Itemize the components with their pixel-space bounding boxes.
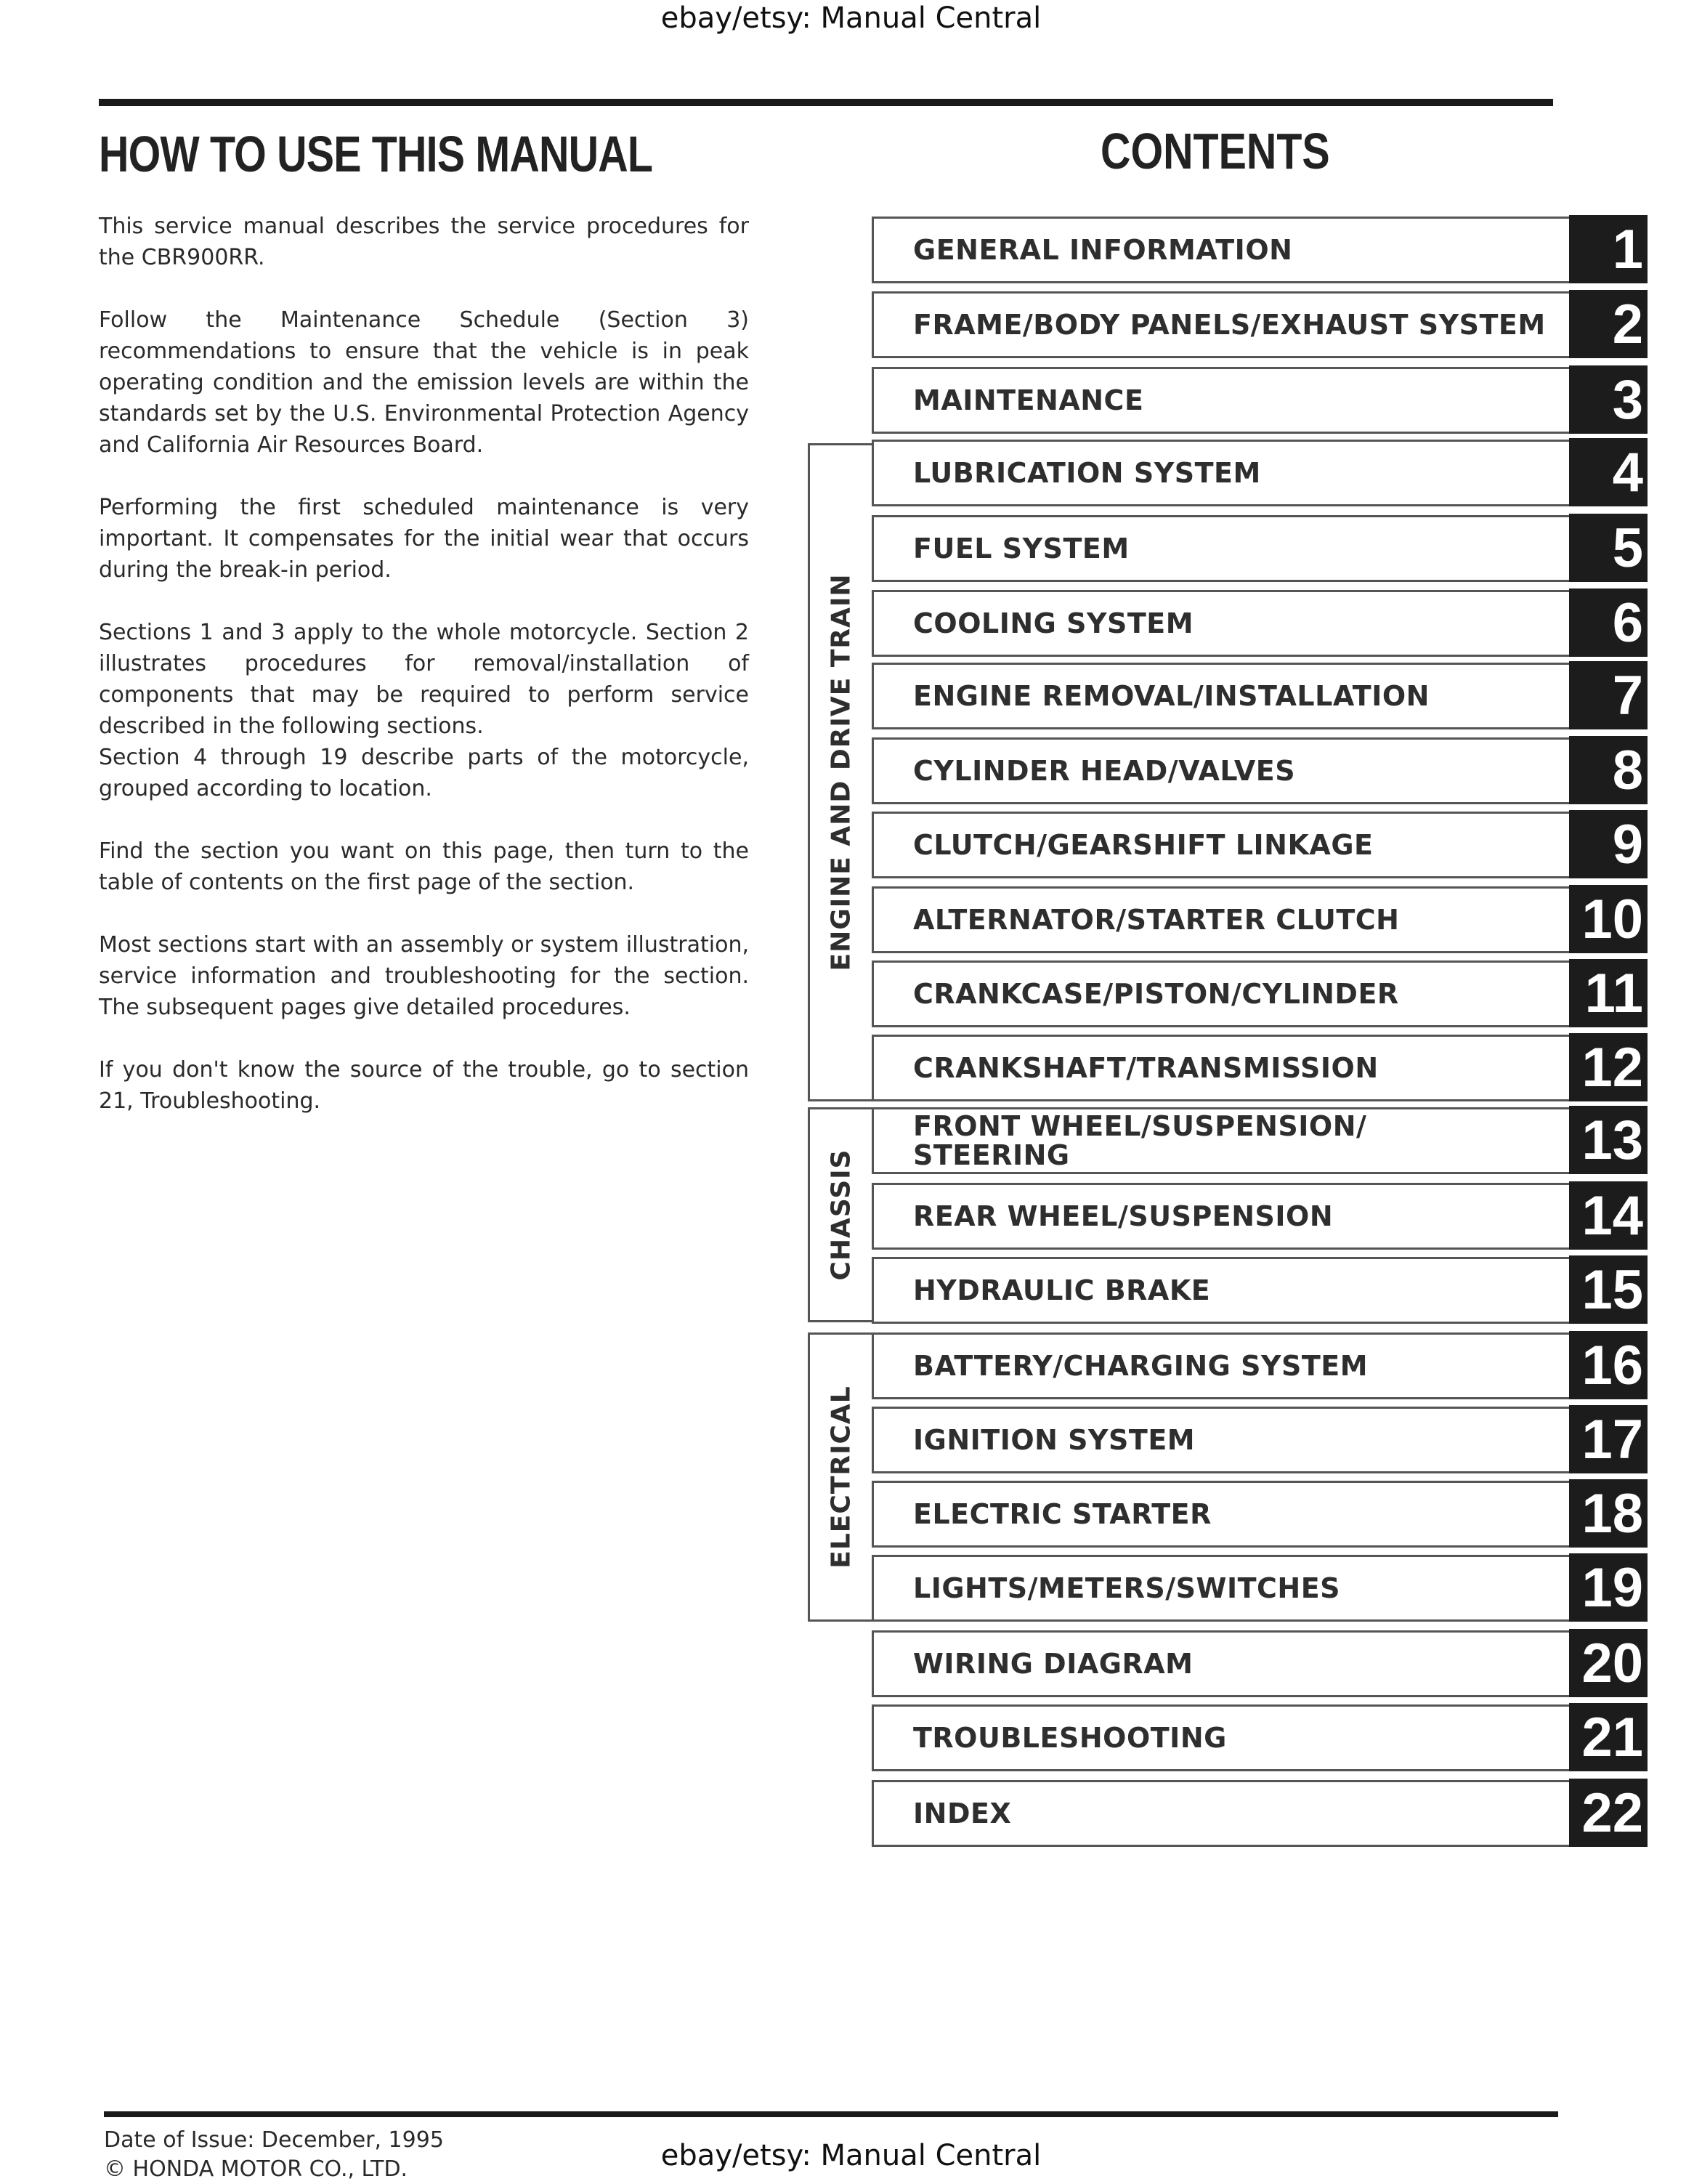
section-number-tab: 9 xyxy=(1569,810,1648,878)
section-row-9[interactable] xyxy=(872,812,1643,878)
group-electrical xyxy=(808,1332,872,1622)
section-label: INDEX xyxy=(913,1797,1012,1829)
section-row-17[interactable] xyxy=(872,1407,1643,1473)
section-number-tab: 19 xyxy=(1569,1553,1648,1622)
section-number-tab: 16 xyxy=(1569,1331,1648,1399)
section-number-tab: 3 xyxy=(1569,365,1648,434)
intro-paragraph: Most sections start with an assembly or system illustration, service information and troubleshooting for the section. The subsequent pages give detailed procedures. xyxy=(99,932,749,1020)
section-row-13[interactable] xyxy=(872,1107,1643,1174)
section-number-tab: 5 xyxy=(1569,514,1648,582)
contents-title: CONTENTS xyxy=(1101,123,1330,179)
section-label: IGNITION SYSTEM xyxy=(913,1424,1196,1456)
section-number-tab: 6 xyxy=(1569,589,1648,657)
section-row-15[interactable] xyxy=(872,1257,1643,1324)
section-label: LIGHTS/METERS/SWITCHES xyxy=(913,1572,1341,1604)
section-label: FUEL SYSTEM xyxy=(913,533,1130,565)
section-number-tab: 14 xyxy=(1569,1181,1648,1250)
section-row-11[interactable] xyxy=(872,960,1643,1027)
section-number-tab: 13 xyxy=(1569,1106,1648,1174)
section-number-tab: 2 xyxy=(1569,290,1648,358)
section-label: FRONT WHEEL/SUSPENSION/ STEERING xyxy=(913,1110,1367,1171)
watermark-bottom: ebay/etsy: Manual Central xyxy=(660,2139,1042,2172)
section-row-7[interactable] xyxy=(872,663,1643,729)
top-rule xyxy=(99,99,1553,106)
section-label: FRAME/BODY PANELS/EXHAUST SYSTEM xyxy=(913,309,1546,341)
group-engine-drive-train xyxy=(808,443,872,1101)
section-row-14[interactable] xyxy=(872,1183,1643,1250)
section-label: CRANKSHAFT/TRANSMISSION xyxy=(913,1052,1379,1084)
section-number-tab: 21 xyxy=(1569,1703,1648,1771)
section-row-5[interactable] xyxy=(872,515,1643,582)
copyright: © HONDA MOTOR CO., LTD. xyxy=(104,2156,408,2182)
section-label: CLUTCH/GEARSHIFT LINKAGE xyxy=(913,829,1374,861)
group-label-chassis: CHASSIS xyxy=(826,1149,856,1281)
section-number-tab: 17 xyxy=(1569,1405,1648,1473)
section-row-2[interactable] xyxy=(872,291,1643,358)
date-of-issue: Date of Issue: December, 1995 xyxy=(104,2127,444,2153)
section-number-tab: 22 xyxy=(1569,1779,1648,1847)
intro-paragraph: Section 4 through 19 describe parts of the motorcycle, grouped according to location. xyxy=(99,745,749,801)
section-row-4[interactable] xyxy=(872,440,1643,506)
section-row-22[interactable] xyxy=(872,1780,1643,1847)
section-number-tab: 10 xyxy=(1569,885,1648,953)
section-label: LUBRICATION SYSTEM xyxy=(913,457,1261,489)
intro-paragraph: This service manual describes the service procedures for the CBR900RR. xyxy=(99,214,749,270)
section-label: ELECTRIC STARTER xyxy=(913,1498,1212,1530)
section-label: MAINTENANCE xyxy=(913,384,1144,416)
section-number-tab: 4 xyxy=(1569,438,1648,506)
section-number-tab: 18 xyxy=(1569,1479,1648,1548)
intro-paragraph: Follow the Maintenance Schedule (Section 3) recommendations to ensure that the vehicle is in peak operating condition and the emission levels are within the standards set by the U.S. Environmental Protection Agency and California Air Resources Board. xyxy=(99,307,749,458)
section-label: REAR WHEEL/SUSPENSION xyxy=(913,1200,1334,1232)
section-row-6[interactable] xyxy=(872,590,1643,657)
section-label: TROUBLESHOOTING xyxy=(913,1722,1227,1754)
section-row-16[interactable] xyxy=(872,1332,1643,1399)
section-number-tab: 15 xyxy=(1569,1255,1648,1324)
section-row-21[interactable] xyxy=(872,1704,1643,1771)
section-number-tab: 11 xyxy=(1569,959,1648,1027)
section-label: WIRING DIAGRAM xyxy=(913,1648,1194,1680)
group-label-electrical: ELECTRICAL xyxy=(826,1386,856,1569)
section-label: HYDRAULIC BRAKE xyxy=(913,1274,1211,1306)
section-label: ENGINE REMOVAL/INSTALLATION xyxy=(913,680,1430,712)
section-label: CYLINDER HEAD/VALVES xyxy=(913,755,1296,787)
section-row-1[interactable] xyxy=(872,217,1643,283)
section-label: GENERAL INFORMATION xyxy=(913,234,1293,266)
section-label: CRANKCASE/PISTON/CYLINDER xyxy=(913,978,1399,1010)
section-number-tab: 1 xyxy=(1569,215,1648,283)
page-title: HOW TO USE THIS MANUAL xyxy=(99,126,653,182)
section-number-tab: 8 xyxy=(1569,736,1648,804)
section-row-20[interactable] xyxy=(872,1630,1643,1697)
bottom-rule xyxy=(104,2111,1558,2117)
section-row-18[interactable] xyxy=(872,1481,1643,1548)
section-label: ALTERNATOR/STARTER CLUTCH xyxy=(913,904,1400,936)
section-number-tab: 12 xyxy=(1569,1033,1648,1101)
section-row-19[interactable] xyxy=(872,1555,1643,1622)
section-row-12[interactable] xyxy=(872,1035,1643,1101)
intro-paragraph: Performing the first scheduled maintenance is very important. It compensates for the initial wear that occurs during the break-in period. xyxy=(99,495,749,583)
section-label: BATTERY/CHARGING SYSTEM xyxy=(913,1350,1369,1382)
section-number-tab: 7 xyxy=(1569,661,1648,729)
group-label-engine: ENGINE AND DRIVE TRAIN xyxy=(826,573,856,971)
group-chassis xyxy=(808,1107,872,1322)
section-number-tab: 20 xyxy=(1569,1629,1648,1697)
section-row-3[interactable] xyxy=(872,367,1643,434)
section-row-8[interactable] xyxy=(872,737,1643,804)
watermark-top: ebay/etsy: Manual Central xyxy=(660,1,1042,35)
section-label: COOLING SYSTEM xyxy=(913,607,1194,639)
intro-paragraph: If you don't know the source of the trouble, go to section 21, Troubleshooting. xyxy=(99,1057,749,1114)
intro-text xyxy=(99,211,749,1148)
section-row-10[interactable] xyxy=(872,886,1643,953)
intro-paragraph: Find the section you want on this page, then turn to the table of contents on the first page of the section. xyxy=(99,838,749,895)
intro-paragraph: Sections 1 and 3 apply to the whole motorcycle. Section 2 illustrates procedures for removal/installation of components that may be required to perform service described in the following sections. xyxy=(99,620,749,739)
